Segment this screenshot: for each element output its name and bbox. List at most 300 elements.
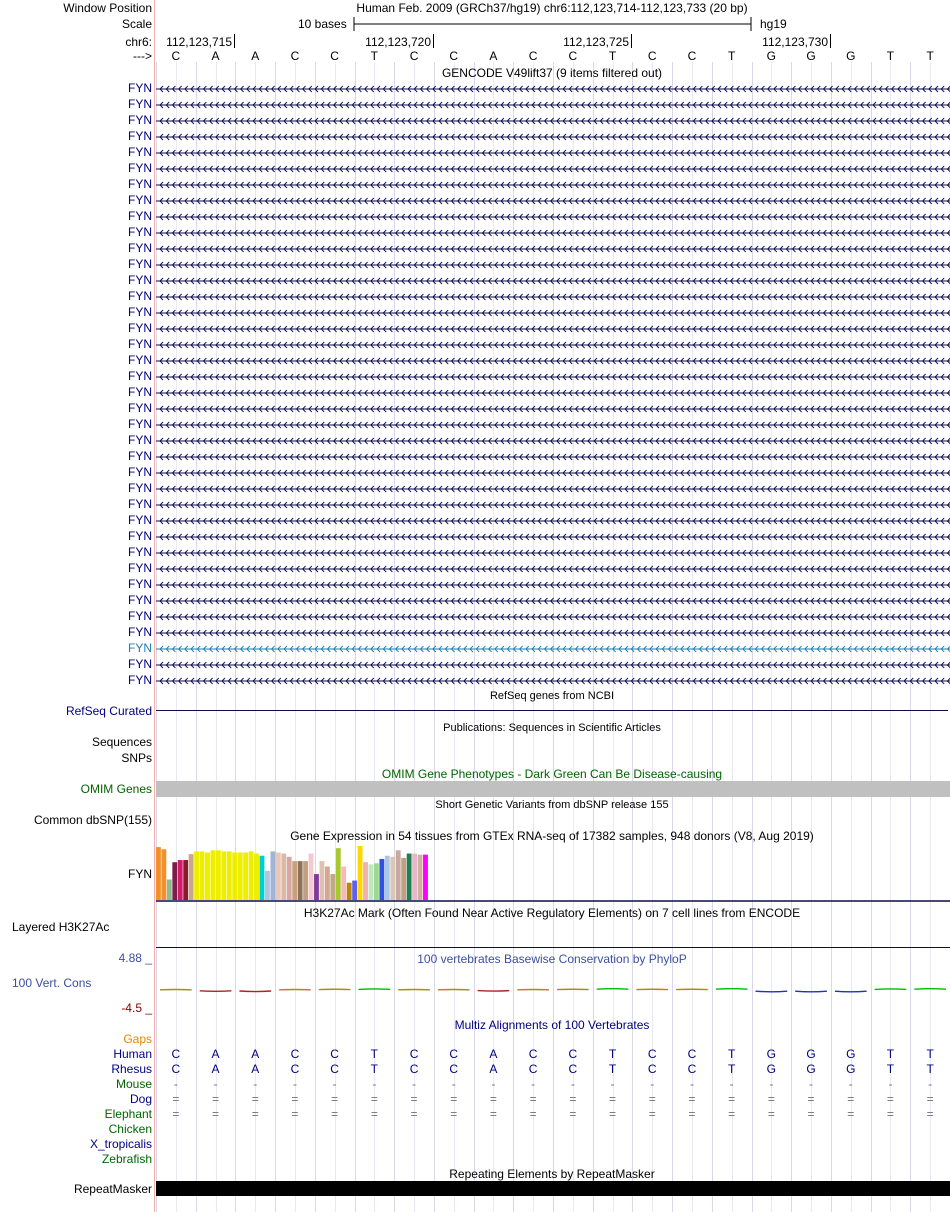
phylop-score-mark: [597, 989, 629, 990]
db-name: hg19: [760, 17, 787, 31]
dna-base: C: [568, 49, 578, 63]
alignment-base: =: [886, 1092, 894, 1106]
gencode-transcript-line[interactable]: [156, 292, 950, 302]
gtex-tissue-bar: [221, 851, 226, 900]
gencode-transcript-label[interactable]: FYN: [128, 593, 152, 607]
gencode-transcript-line[interactable]: [156, 484, 950, 494]
alignment-base: G: [806, 1062, 816, 1076]
gtex-tissue-bar: [298, 861, 303, 900]
gencode-transcript-line[interactable]: [156, 452, 950, 462]
gencode-transcript-label[interactable]: FYN: [128, 529, 152, 543]
alignment-base: -: [928, 1077, 933, 1091]
alignment-base: A: [251, 1047, 260, 1061]
gencode-transcript-label[interactable]: FYN: [128, 673, 152, 687]
alignment-base: C: [528, 1062, 538, 1076]
dbsnp-track-title: Short Genetic Variants from dbSNP release 155: [435, 799, 669, 811]
alignment-base: -: [729, 1077, 734, 1091]
refseq-track-label[interactable]: RefSeq Curated: [65, 704, 152, 718]
gencode-transcript-line[interactable]: [156, 308, 950, 318]
repeatmasker-track-label[interactable]: RepeatMasker: [73, 1182, 152, 1196]
alignment-base: =: [847, 1092, 855, 1106]
phylop-score-mark: [914, 989, 946, 990]
gtex-tissue-bar: [254, 854, 259, 900]
alignment-base: C: [568, 1062, 578, 1076]
gencode-transcript-line[interactable]: [156, 356, 950, 366]
gtex-tissue-bar: [418, 855, 423, 900]
alignment-base: A: [489, 1047, 498, 1061]
multiz-species-label[interactable]: Chicken: [108, 1122, 152, 1136]
phylop-score-mark: [756, 991, 788, 992]
alignment-base: -: [372, 1077, 377, 1091]
gencode-transcript-line[interactable]: [156, 532, 950, 542]
alignment-base: C: [687, 1062, 697, 1076]
alignment-base: -: [650, 1077, 655, 1091]
alignment-base: =: [569, 1107, 577, 1121]
alignment-base: =: [847, 1107, 855, 1121]
alignment-base: C: [647, 1062, 657, 1076]
gtex-track-title: Gene Expression in 54 tissues from GTEx RNA-seq of 17382 samples, 948 donors (V8, Aug 2019): [290, 829, 814, 843]
alignment-base: -: [173, 1077, 178, 1091]
alignment-base: =: [926, 1107, 934, 1121]
multiz-species-label[interactable]: X_tropicalis: [89, 1137, 152, 1151]
gtex-tissue-bar: [292, 861, 297, 900]
gencode-transcript-label[interactable]: FYN: [128, 145, 152, 159]
gtex-tissue-bar: [238, 852, 243, 900]
phylop-score-mark: [716, 989, 748, 990]
alignment-base: =: [529, 1107, 537, 1121]
alignment-base: T: [727, 1047, 736, 1061]
gencode-transcript-label[interactable]: FYN: [128, 97, 152, 111]
multiz-species-label[interactable]: Rhesus: [111, 1062, 152, 1076]
alignment-base: =: [370, 1107, 378, 1121]
gencode-transcript-label[interactable]: FYN: [128, 449, 152, 463]
alignment-base: G: [846, 1062, 856, 1076]
alignment-base: =: [926, 1092, 934, 1106]
gencode-transcript-label[interactable]: FYN: [128, 289, 152, 303]
omim-track-title: OMIM Gene Phenotypes - Dark Green Can Be Disease-causing: [381, 767, 723, 781]
alignment-base: -: [570, 1077, 575, 1091]
gtex-tissue-bar: [347, 883, 352, 900]
alignment-base: C: [449, 1047, 459, 1061]
gtex-tissue-bar: [330, 874, 335, 900]
alignment-base: =: [410, 1107, 418, 1121]
gtex-tissue-bar: [260, 856, 265, 900]
alignment-base: =: [291, 1092, 299, 1106]
alignment-base: =: [886, 1107, 894, 1121]
alignment-base: C: [171, 1062, 181, 1076]
alignment-base: C: [330, 1047, 339, 1061]
gtex-tissue-bar: [309, 854, 314, 900]
alignment-base: A: [211, 1047, 220, 1061]
phylop-min-label: -4.5 _: [121, 1001, 152, 1015]
gencode-transcript-label[interactable]: FYN: [128, 433, 152, 447]
alignment-base: =: [251, 1092, 259, 1106]
gencode-transcript-line[interactable]: [156, 148, 950, 158]
repeatmasker-track-title: Repeating Elements by RepeatMasker: [449, 1167, 655, 1181]
alignment-base: C: [687, 1047, 697, 1061]
alignment-base: -: [888, 1077, 893, 1091]
gtex-track-label[interactable]: FYN: [128, 867, 152, 881]
strand-label: --->: [133, 49, 152, 63]
alignment-base: G: [766, 1062, 777, 1076]
dna-base: C: [409, 49, 419, 63]
alignment-base: T: [926, 1047, 934, 1061]
gtex-tissue-bar: [172, 862, 177, 900]
gtex-tissue-bar: [385, 856, 390, 900]
alignment-base: A: [251, 1062, 260, 1076]
alignment-base: =: [688, 1092, 696, 1106]
dna-base: A: [211, 49, 220, 63]
gtex-tissue-bar: [270, 851, 275, 900]
alignment-base: T: [926, 1062, 934, 1076]
gencode-transcript-label[interactable]: FYN: [128, 657, 152, 671]
publications-sequences-label[interactable]: Sequences: [91, 735, 152, 749]
alignment-base: C: [409, 1062, 419, 1076]
alignment-base: =: [489, 1092, 497, 1106]
gencode-transcript-line[interactable]: [156, 372, 950, 382]
gencode-transcript-line[interactable]: [156, 84, 950, 94]
multiz-species-label[interactable]: Human: [113, 1047, 152, 1061]
gencode-transcript-line[interactable]: [156, 660, 950, 670]
alignment-base: -: [412, 1077, 417, 1091]
alignment-base: C: [449, 1062, 459, 1076]
gtex-tissue-bar: [161, 849, 166, 900]
h3k27ac-baseline: [156, 947, 950, 948]
gtex-tissue-bar: [352, 881, 357, 900]
alignment-base: =: [529, 1092, 537, 1106]
gtex-tissue-bar: [178, 860, 183, 900]
gencode-transcript-label[interactable]: FYN: [128, 273, 152, 287]
gtex-tissue-bar: [320, 861, 325, 900]
coordinate-tick-label: 112,123,725: [563, 35, 629, 49]
gtex-tissue-bar: [189, 854, 194, 900]
gencode-transcript-label[interactable]: FYN: [128, 161, 152, 175]
alignment-base: C: [647, 1047, 657, 1061]
coordinate-tick-mark: [433, 34, 434, 48]
gencode-track-title: GENCODE V49lift37 (9 items filtered out): [441, 66, 663, 80]
window-position-label: Window Position: [63, 1, 152, 15]
dna-base: C: [330, 49, 339, 63]
multiz-species-label[interactable]: Mouse: [115, 1077, 152, 1091]
alignment-base: A: [489, 1062, 498, 1076]
dna-base: A: [251, 49, 260, 63]
gtex-tissue-bar: [358, 846, 363, 900]
gencode-transcript-line[interactable]: [156, 196, 950, 206]
alignment-base: =: [648, 1107, 656, 1121]
gencode-transcript-line[interactable]: [156, 516, 950, 526]
dbsnp-track-label[interactable]: Common dbSNP(155): [33, 813, 152, 827]
gtex-expression-chart[interactable]: [156, 843, 950, 903]
phylop-score-mark: [835, 991, 867, 992]
gencode-transcript-label[interactable]: FYN: [128, 625, 152, 639]
phylop-conservation-chart[interactable]: [156, 964, 950, 1014]
alignment-base: -: [848, 1077, 853, 1091]
gencode-transcript-label[interactable]: FYN: [128, 257, 152, 271]
alignment-base: G: [846, 1047, 856, 1061]
gencode-transcript-label[interactable]: FYN: [128, 609, 152, 623]
coordinate-tick-label: 112,123,720: [365, 35, 431, 49]
dna-base: G: [766, 49, 777, 63]
gtex-tissue-bar: [314, 874, 319, 900]
gencode-transcript-line[interactable]: [156, 612, 950, 622]
multiz-species-label[interactable]: Elephant: [104, 1107, 152, 1121]
alignment-base: =: [212, 1092, 220, 1106]
alignment-base: =: [450, 1107, 458, 1121]
alignment-base: C: [171, 1047, 181, 1061]
gencode-transcript-line[interactable]: [156, 100, 950, 110]
gencode-transcript-line[interactable]: [156, 260, 950, 270]
alignment-base: =: [212, 1107, 220, 1121]
gencode-transcript-line[interactable]: [156, 324, 950, 334]
dna-base: T: [370, 49, 379, 63]
scale-label: Scale: [121, 17, 152, 31]
dna-base: G: [806, 49, 816, 63]
gencode-transcript-line[interactable]: [156, 388, 950, 398]
gtex-tissue-bar: [336, 848, 341, 900]
alignment-base: =: [291, 1107, 299, 1121]
alignment-base: -: [491, 1077, 496, 1091]
gtex-tissue-bar: [167, 879, 172, 900]
gencode-transcript-label[interactable]: FYN: [128, 561, 152, 575]
gencode-transcript-line[interactable]: [156, 436, 950, 446]
gtex-tissue-bar: [281, 854, 286, 900]
gencode-transcript-label[interactable]: FYN: [128, 129, 152, 143]
gtex-tissue-bar: [369, 864, 374, 900]
alignment-base: -: [689, 1077, 694, 1091]
gencode-transcript-line[interactable]: [156, 212, 950, 222]
alignment-base: C: [528, 1047, 538, 1061]
gtex-tissue-bar: [379, 859, 384, 900]
alignment-base: =: [609, 1107, 617, 1121]
dna-base: C: [528, 49, 538, 63]
dna-base: T: [926, 49, 934, 63]
gencode-transcript-label[interactable]: FYN: [128, 369, 152, 383]
gtex-tissue-bar: [325, 867, 330, 900]
coordinate-tick-mark: [830, 34, 831, 48]
alignment-base: G: [806, 1047, 816, 1061]
phylop-track-label[interactable]: 100 Vert. Cons: [12, 976, 92, 990]
gencode-transcript-label[interactable]: FYN: [128, 513, 152, 527]
gtex-tissue-bar: [276, 852, 281, 900]
alignment-base: A: [211, 1062, 220, 1076]
dna-base: C: [647, 49, 657, 63]
alignment-base: -: [610, 1077, 615, 1091]
dna-base: G: [846, 49, 856, 63]
alignment-base: =: [251, 1107, 259, 1121]
alignment-base: C: [290, 1047, 300, 1061]
gencode-transcript-line[interactable]: [156, 180, 950, 190]
alignment-base: =: [728, 1107, 736, 1121]
dna-base: C: [449, 49, 459, 63]
gtex-tissue-bar: [265, 871, 270, 900]
dna-base: C: [171, 49, 181, 63]
chrom-label: chr6:: [125, 35, 152, 49]
alignment-base: =: [489, 1107, 497, 1121]
h3k27ac-track-title: H3K27Ac Mark (Often Found Near Active Regulatory Elements) on 7 cell lines from ENCODE: [303, 906, 801, 920]
gtex-tissue-bar: [205, 852, 210, 900]
gtex-tissue-bar: [363, 862, 368, 900]
scale-bar: [350, 15, 755, 33]
alignment-base: =: [767, 1107, 775, 1121]
gtex-tissue-bar: [412, 854, 417, 900]
alignment-base: =: [569, 1092, 577, 1106]
alignment-base: =: [648, 1092, 656, 1106]
gencode-transcript-line[interactable]: [156, 404, 950, 414]
alignment-base: T: [370, 1047, 379, 1061]
phylop-max-label: 4.88 _: [118, 951, 152, 965]
alignment-base: =: [807, 1092, 815, 1106]
gencode-transcript-line[interactable]: [156, 564, 950, 574]
scale-bar-text: 10 bases: [298, 17, 347, 31]
omim-gene-bar[interactable]: [156, 781, 950, 797]
gencode-transcript-label[interactable]: FYN: [128, 113, 152, 127]
multiz-species-label[interactable]: Zebrafish: [101, 1152, 152, 1166]
gtex-tissue-bar: [249, 851, 254, 900]
dna-base: T: [727, 49, 736, 63]
alignment-base: -: [809, 1077, 814, 1091]
refseq-gene-line[interactable]: [156, 710, 948, 711]
gtex-tissue-bar: [287, 857, 292, 900]
coordinate-tick-mark: [631, 34, 632, 48]
alignment-base: T: [727, 1062, 736, 1076]
alignment-base: C: [330, 1062, 339, 1076]
gencode-transcript-line[interactable]: [156, 676, 950, 686]
alignment-base: -: [253, 1077, 258, 1091]
gtex-tissue-bar: [374, 863, 379, 900]
gtex-tissue-bar: [407, 854, 412, 900]
gencode-transcript-label[interactable]: FYN: [128, 337, 152, 351]
alignment-base: T: [608, 1062, 617, 1076]
gencode-transcript-label[interactable]: FYN: [128, 81, 152, 95]
multiz-gaps-label[interactable]: Gaps: [123, 1032, 152, 1046]
gtex-tissue-bar: [232, 852, 237, 900]
h3k27ac-track-label[interactable]: Layered H3K27Ac: [12, 920, 110, 934]
gencode-transcript-line[interactable]: [156, 116, 950, 126]
gtex-tissue-bar: [211, 850, 216, 900]
gencode-transcript-line[interactable]: [156, 596, 950, 606]
gencode-transcript-label[interactable]: FYN: [128, 465, 152, 479]
alignment-base: T: [370, 1062, 379, 1076]
gtex-tissue-bar: [341, 867, 346, 900]
alignment-base: =: [331, 1107, 339, 1121]
phylop-score-mark: [239, 991, 271, 992]
gtex-tissue-bar: [390, 857, 395, 900]
gencode-transcript-label[interactable]: FYN: [128, 353, 152, 367]
gtex-tissue-bar: [227, 851, 232, 900]
gencode-transcript-line[interactable]: [156, 500, 950, 510]
alignment-base: T: [886, 1047, 895, 1061]
publications-track-title: Publications: Sequences in Scientific Articles: [443, 722, 661, 734]
coordinate-tick-label: 112,123,730: [762, 35, 828, 49]
gencode-transcript-line[interactable]: [156, 548, 950, 558]
gencode-transcript-line[interactable]: [156, 580, 950, 590]
gencode-transcript-label[interactable]: FYN: [128, 481, 152, 495]
dna-base: C: [687, 49, 697, 63]
alignment-base: -: [769, 1077, 774, 1091]
phylop-score-mark: [200, 991, 232, 992]
gencode-transcript-line[interactable]: [156, 420, 950, 430]
gencode-transcript-line[interactable]: [156, 628, 950, 638]
gencode-transcript-line[interactable]: [156, 132, 950, 142]
alignment-base: =: [807, 1107, 815, 1121]
repeatmasker-bar[interactable]: [156, 1181, 950, 1196]
alignment-base: -: [332, 1077, 337, 1091]
multiz-track-title: Multiz Alignments of 100 Vertebrates: [454, 1018, 650, 1032]
alignment-base: -: [451, 1077, 456, 1091]
refseq-track-title: RefSeq genes from NCBI: [489, 690, 615, 702]
gencode-transcript-line[interactable]: [156, 244, 950, 254]
alignment-base: =: [728, 1092, 736, 1106]
gencode-transcript-label[interactable]: FYN: [128, 321, 152, 335]
alignment-base: =: [410, 1092, 418, 1106]
gencode-transcript-label[interactable]: FYN: [128, 177, 152, 191]
gencode-transcript-label[interactable]: FYN: [128, 641, 152, 655]
alignment-base: =: [450, 1092, 458, 1106]
alignment-base: T: [886, 1062, 895, 1076]
gencode-transcript-line[interactable]: [156, 228, 950, 238]
dna-base: C: [290, 49, 300, 63]
gtex-tissue-bar: [156, 847, 161, 900]
dna-base: T: [608, 49, 617, 63]
alignment-base: =: [172, 1092, 180, 1106]
gencode-transcript-line[interactable]: [156, 340, 950, 350]
publications-snps-label[interactable]: SNPs: [121, 751, 152, 765]
alignment-base: =: [331, 1092, 339, 1106]
multiz-species-label[interactable]: Dog: [129, 1092, 152, 1106]
gtex-tissue-bar: [183, 860, 188, 900]
gencode-transcript-line[interactable]: [156, 164, 950, 174]
gencode-transcript-label[interactable]: FYN: [128, 241, 152, 255]
gtex-tissue-bar: [423, 855, 428, 900]
gencode-transcript-label[interactable]: FYN: [128, 545, 152, 559]
alignment-base: =: [688, 1107, 696, 1121]
gtex-tissue-bar: [200, 851, 205, 900]
gencode-transcript-label[interactable]: FYN: [128, 417, 152, 431]
coordinate-tick-label: 112,123,715: [166, 35, 232, 49]
gtex-tissue-bar: [303, 861, 308, 900]
gencode-transcript-label[interactable]: FYN: [128, 401, 152, 415]
gencode-transcript-label[interactable]: FYN: [128, 497, 152, 511]
gencode-transcript-label[interactable]: FYN: [128, 225, 152, 239]
gencode-transcript-line[interactable]: [156, 468, 950, 478]
gencode-transcript-line[interactable]: [156, 276, 950, 286]
alignment-base: C: [409, 1047, 419, 1061]
alignment-base: =: [767, 1092, 775, 1106]
alignment-base: -: [213, 1077, 218, 1091]
gtex-tissue-bar: [396, 850, 401, 900]
gencode-transcript-label[interactable]: FYN: [128, 305, 152, 319]
phylop-track-title: 100 vertebrates Basewise Conservation by PhyloP: [417, 952, 687, 966]
alignment-base: =: [370, 1092, 378, 1106]
gencode-transcript-label[interactable]: FYN: [128, 209, 152, 223]
gencode-transcript-label[interactable]: FYN: [128, 577, 152, 591]
gtex-tissue-bar: [194, 851, 199, 900]
alignment-base: -: [531, 1077, 536, 1091]
alignment-base: G: [766, 1047, 777, 1061]
coordinate-tick-mark: [234, 34, 235, 48]
dna-base: A: [489, 49, 498, 63]
gtex-tissue-bar: [401, 858, 406, 900]
gtex-tissue-bar: [216, 850, 221, 900]
gencode-transcript-label[interactable]: FYN: [128, 385, 152, 399]
assembly-info: Human Feb. 2009 (GRCh37/hg19) chr6:112,123,714-112,123,733 (20 bp): [356, 1, 748, 15]
omim-track-label[interactable]: OMIM Genes: [80, 782, 152, 796]
alignment-base: =: [609, 1092, 617, 1106]
gencode-transcript-label[interactable]: FYN: [128, 193, 152, 207]
gencode-transcript-line[interactable]: [156, 644, 950, 654]
phylop-score-mark: [795, 991, 827, 992]
alignment-base: -: [292, 1077, 297, 1091]
